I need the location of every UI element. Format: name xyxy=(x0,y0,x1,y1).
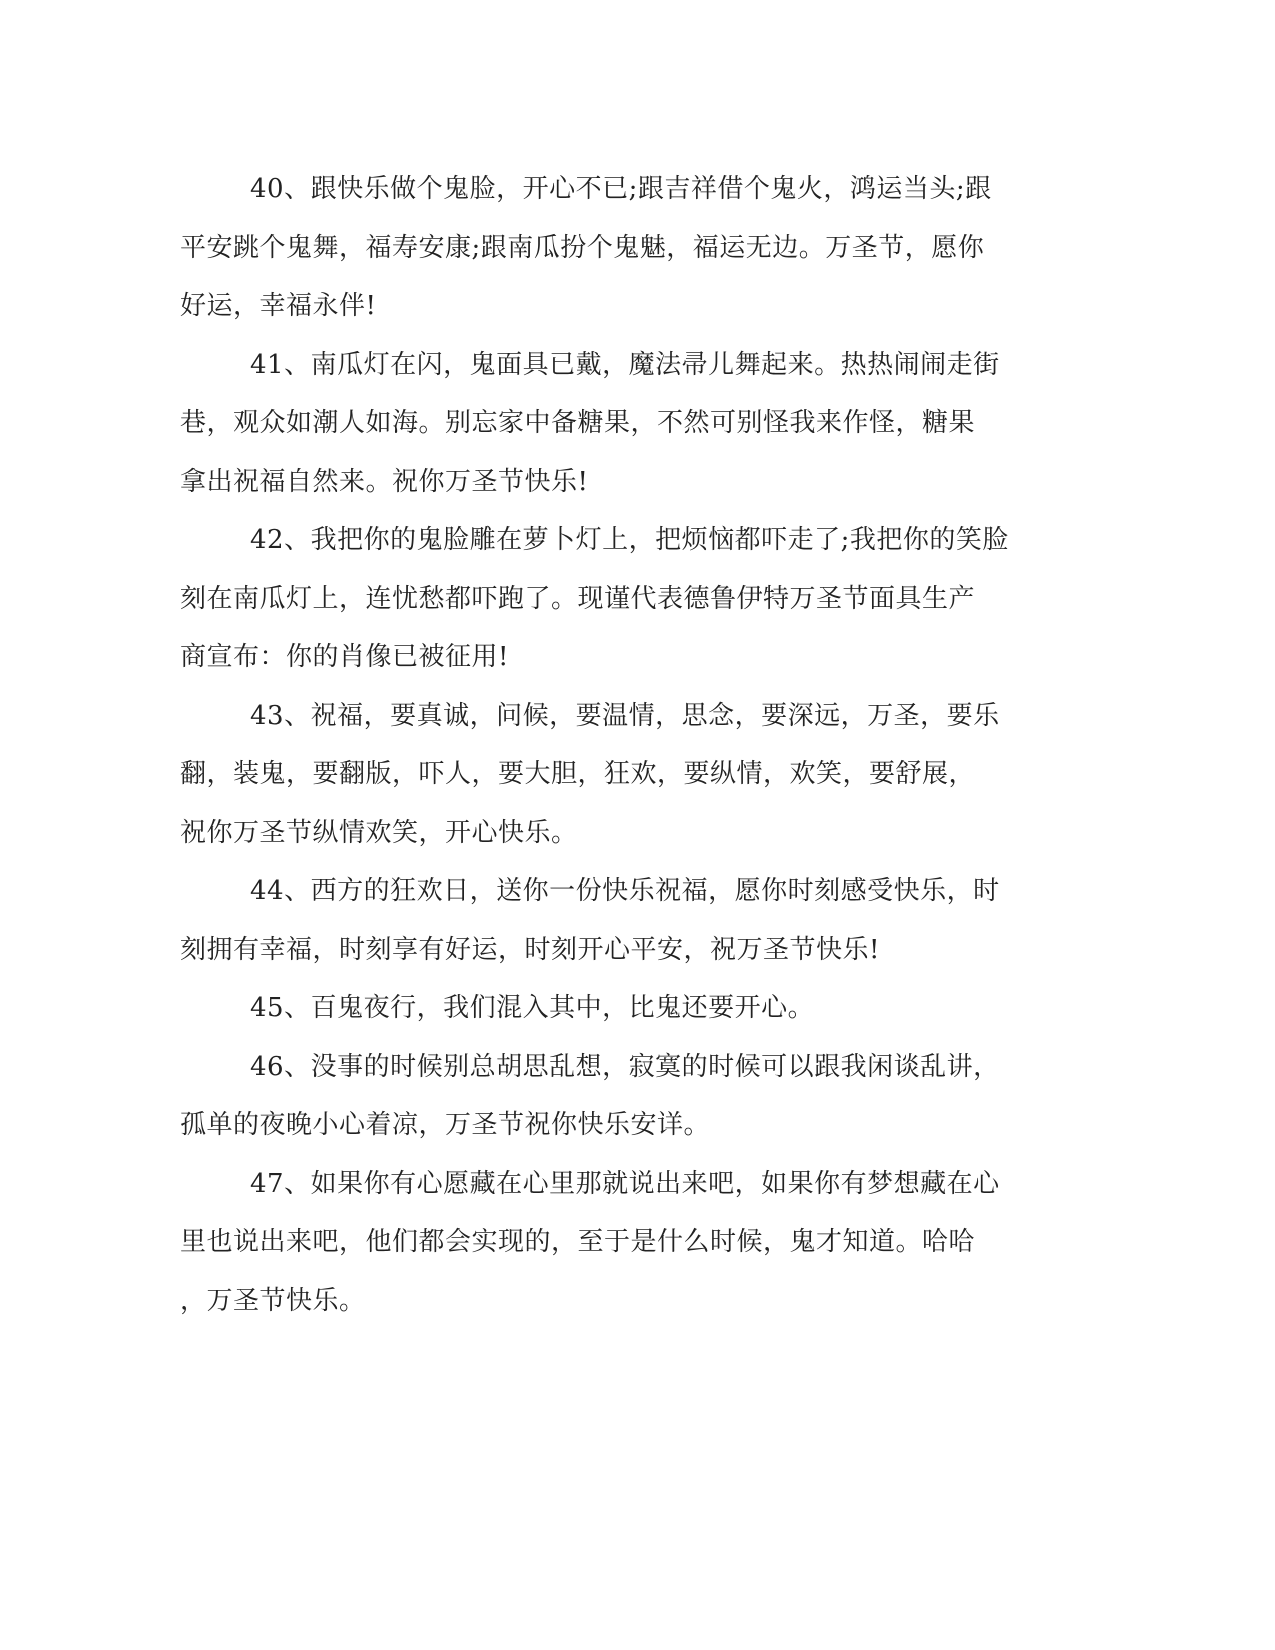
paragraph-line: 商宣布：你的肖像已被征用! xyxy=(180,642,509,672)
paragraph-46 xyxy=(180,1038,1040,1155)
document-body xyxy=(180,160,1040,1330)
paragraph-line: 祝你万圣节纵情欢笑，开心快乐。 xyxy=(180,817,578,848)
paragraph-line: 46、没事的时候别总胡思乱想，寂寞的时候可以跟我闲谈乱讲， xyxy=(250,1051,1000,1082)
paragraph-40 xyxy=(180,160,1040,336)
paragraph-42 xyxy=(180,511,1040,687)
paragraph-line: 翻，装鬼，要翻版，吓人，要大胆，狂欢，要纵情，欢笑，要舒展， xyxy=(180,759,976,789)
paragraph-line: 45、百鬼夜行，我们混入其中，比鬼还要开心。 xyxy=(250,993,815,1023)
paragraph-44 xyxy=(180,862,1040,979)
paragraph-line: 47、如果你有心愿藏在心里那就说出来吧，如果你有梦想藏在心 xyxy=(250,1168,1000,1199)
paragraph-line: 孤单的夜晚小心着凉，万圣节祝你快乐安详。 xyxy=(180,1110,711,1140)
paragraph-43 xyxy=(180,687,1040,863)
paragraph-line: 40、跟快乐做个鬼脸，开心不已;跟吉祥借个鬼火，鸿运当头;跟 xyxy=(250,174,992,204)
paragraph-45 xyxy=(180,979,1040,1038)
paragraph-line: 刻在南瓜灯上，连忧愁都吓跑了。现谨代表德鲁伊特万圣节面具生产 xyxy=(180,583,976,614)
paragraph-line: 刻拥有幸福，时刻享有好运，时刻开心平安，祝万圣节快乐! xyxy=(180,934,880,965)
paragraph-line: 好运，幸福永伴! xyxy=(180,291,377,321)
paragraph-line: 里也说出来吧，他们都会实现的，至于是什么时候，鬼才知道。哈哈 xyxy=(180,1227,976,1257)
paragraph-line: ，万圣节快乐。 xyxy=(180,1285,366,1316)
paragraph-line: 拿出祝福自然来。祝你万圣节快乐! xyxy=(180,466,589,497)
paragraph-line: 43、祝福，要真诚，问候，要温情，思念，要深远，万圣，要乐 xyxy=(250,700,1000,731)
paragraph-line: 41、南瓜灯在闪，鬼面具已戴，魔法帚儿舞起来。热热闹闹走街 xyxy=(250,349,1000,380)
paragraph-47 xyxy=(180,1155,1040,1331)
paragraph-line: 44、西方的狂欢日，送你一份快乐祝福，愿你时刻感受快乐，时 xyxy=(250,876,1000,906)
paragraph-41 xyxy=(180,336,1040,512)
paragraph-line: 巷，观众如潮人如海。别忘家中备糖果，不然可别怪我来作怪，糖果 xyxy=(180,408,976,438)
paragraph-line: 42、我把你的鬼脸雕在萝卜灯上，把烦恼都吓走了;我把你的笑脸 xyxy=(250,525,1009,555)
paragraph-line: 平安跳个鬼舞，福寿安康;跟南瓜扮个鬼魅，福运无边。万圣节，愿你 xyxy=(180,232,985,263)
